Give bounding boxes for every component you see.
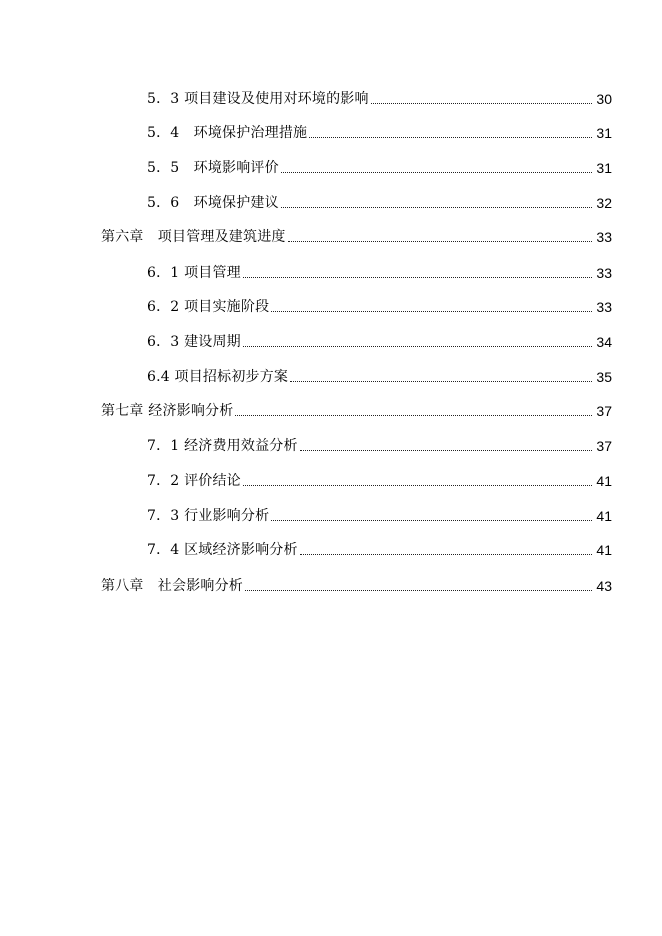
toc-dot-leader	[309, 136, 592, 138]
toc-entry-page: 41	[596, 542, 612, 558]
toc-entry-page: 43	[596, 578, 612, 594]
toc-dot-leader	[300, 449, 592, 451]
toc-dot-leader	[243, 484, 592, 486]
toc-entry-page: 37	[596, 438, 612, 454]
toc-entry[interactable]	[101, 224, 612, 246]
toc-entry-label: 7．3 行业影响分析	[147, 508, 270, 524]
toc-entry-label: 6．3 建设周期	[147, 334, 241, 350]
toc-entry[interactable]	[147, 190, 612, 212]
toc-entry[interactable]	[147, 260, 612, 282]
toc-dot-leader	[281, 206, 592, 208]
toc-dot-leader	[290, 380, 592, 382]
toc-dot-leader	[245, 589, 592, 591]
toc-entry-label: 5．6 环境保护建议	[147, 195, 279, 211]
toc-entry[interactable]	[147, 503, 612, 525]
toc-entry[interactable]	[147, 329, 612, 351]
toc-dot-leader	[271, 519, 592, 521]
toc-entry-page: 33	[596, 265, 612, 281]
toc-entry-label: 6．1 项目管理	[147, 265, 241, 281]
toc-entry[interactable]	[147, 364, 612, 386]
toc-entry-label: 第七章 经济影响分析	[101, 403, 234, 419]
toc-entry-label: 6．2 项目实施阶段	[147, 299, 270, 315]
toc-entry-page: 30	[596, 91, 612, 107]
toc-entry-page: 33	[596, 299, 612, 315]
toc-entry-page: 37	[596, 403, 612, 419]
toc-dot-leader	[243, 276, 592, 278]
toc-entry-label: 5．5 环境影响评价	[147, 160, 279, 176]
toc-entry-label: 第八章 社会影响分析	[101, 578, 243, 594]
toc-entry-page: 41	[596, 473, 612, 489]
toc-entry[interactable]	[147, 120, 612, 142]
toc-entry-page: 32	[596, 195, 612, 211]
toc-entry[interactable]	[101, 573, 612, 595]
toc-dot-leader	[235, 414, 592, 416]
toc-entry-label: 6.4 项目招标初步方案	[147, 369, 289, 385]
toc-entry-page: 41	[596, 508, 612, 524]
toc-entry[interactable]	[101, 398, 612, 420]
toc-dot-leader	[288, 240, 592, 242]
toc-dot-leader	[271, 310, 592, 312]
toc-entry-label: 7．4 区域经济影响分析	[147, 542, 298, 558]
toc-entry[interactable]	[147, 155, 612, 177]
toc-entry[interactable]	[147, 86, 612, 108]
toc-entry[interactable]	[147, 294, 612, 316]
toc-entry-page: 35	[596, 369, 612, 385]
toc-entry-label: 7．1 经济费用效益分析	[147, 438, 298, 454]
toc-dot-leader	[300, 553, 592, 555]
toc-dot-leader	[281, 171, 592, 173]
toc-dot-leader	[243, 345, 592, 347]
toc-entry-page: 33	[596, 229, 612, 245]
toc-entry-label: 5．4 环境保护治理措施	[147, 125, 308, 141]
toc-entry-page: 31	[596, 160, 612, 176]
toc-entry[interactable]	[147, 537, 612, 559]
toc-entry-page: 31	[596, 125, 612, 141]
toc-entry-label: 7．2 评价结论	[147, 473, 241, 489]
toc-entry-page: 34	[596, 334, 612, 350]
toc-entry-label: 第六章 项目管理及建筑进度	[101, 229, 286, 245]
toc-entry-label: 5．3 项目建设及使用对环境的影响	[147, 91, 369, 107]
toc-entry[interactable]	[147, 433, 612, 455]
toc-entry[interactable]	[147, 468, 612, 490]
toc-dot-leader	[371, 102, 592, 104]
